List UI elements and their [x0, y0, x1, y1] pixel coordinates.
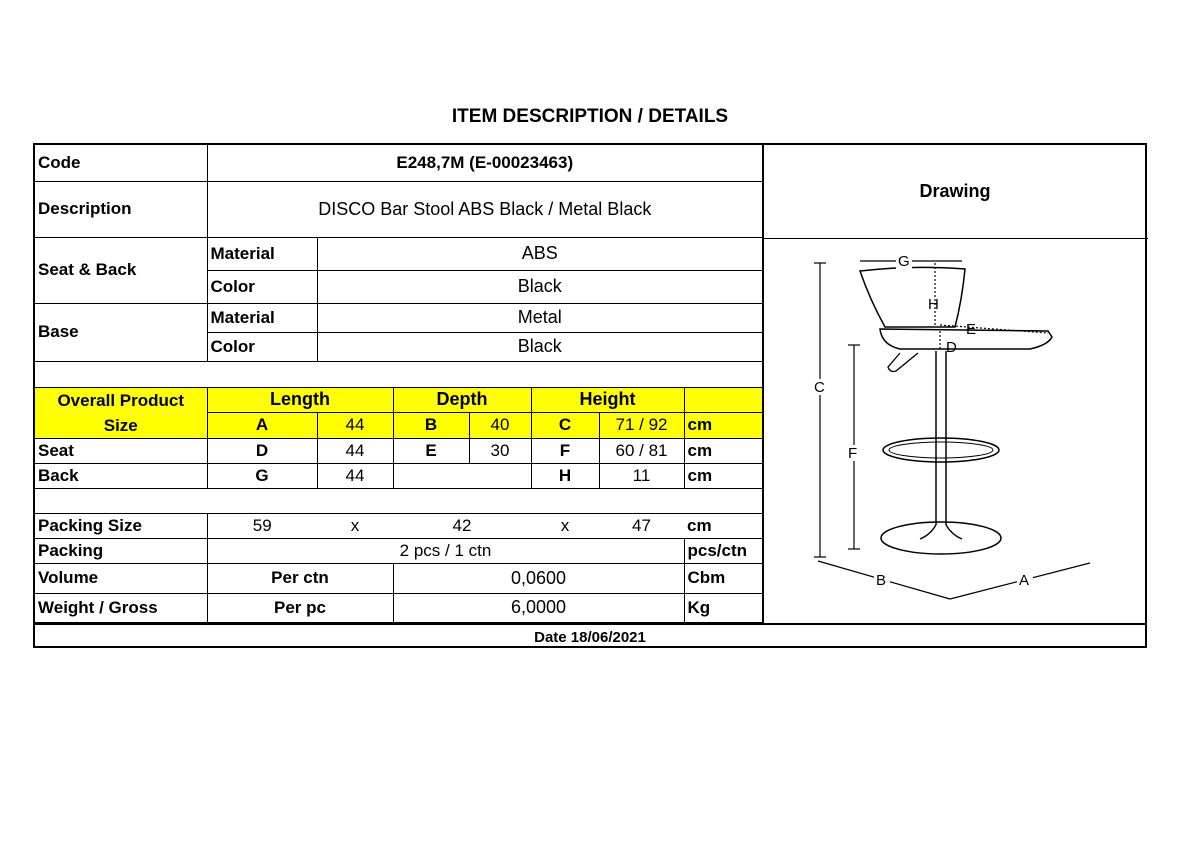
- code-label: Code: [35, 145, 207, 181]
- volume-unit: Cbm: [684, 563, 762, 593]
- backrest-shape: [860, 267, 965, 327]
- volume-row: [35, 563, 762, 593]
- back-label: Back: [35, 463, 207, 488]
- dim-e-value: 30: [469, 438, 531, 463]
- dim-d-letter: D: [207, 438, 317, 463]
- packing-size-width: 42: [393, 513, 531, 538]
- drawing-label-b: B: [876, 572, 887, 589]
- drawing-label-g: G: [898, 253, 910, 270]
- packing-size-unit: cm: [684, 513, 762, 538]
- spacer-row-2: [35, 488, 762, 513]
- dim-h-value: 11: [599, 463, 684, 488]
- packing-size-row: [35, 513, 762, 538]
- base-material-label: Material: [207, 303, 317, 332]
- weight-value: 6,0000: [393, 593, 684, 622]
- dim-b-letter: B: [393, 413, 469, 439]
- dim-g-value: 44: [317, 463, 393, 488]
- code-value: E248,7M (E-00023463): [207, 145, 762, 181]
- weight-unit: Kg: [684, 593, 762, 622]
- overall-size-label: [35, 387, 207, 438]
- back-row: [35, 463, 762, 488]
- dim-b-value: 40: [469, 413, 531, 439]
- drawing-label-e: E: [966, 321, 977, 338]
- dim-f-letter: F: [531, 438, 599, 463]
- drawing-header: Drawing: [919, 181, 991, 201]
- description-row: [35, 181, 762, 237]
- seat-back-material-value: ABS: [317, 237, 762, 270]
- packing-size-x1: x: [317, 513, 393, 538]
- description-value: DISCO Bar Stool ABS Black / Metal Black: [207, 181, 762, 237]
- details-table: [35, 145, 762, 623]
- description-label: Description: [35, 181, 207, 237]
- base-shape: [881, 522, 1001, 554]
- packing-size-label: Packing Size: [35, 513, 207, 538]
- seat-label: Seat: [35, 438, 207, 463]
- code-row: [35, 145, 762, 181]
- overall-unit: cm: [684, 413, 762, 439]
- seat-back-color-value: Black: [317, 270, 762, 303]
- drawing-header-divider: [762, 238, 1148, 239]
- length-header: Length: [207, 387, 393, 413]
- base-material-row: [35, 303, 762, 332]
- dim-e-letter: E: [393, 438, 469, 463]
- weight-per: Per pc: [207, 593, 393, 622]
- seat-back-label: Seat & Back: [35, 237, 207, 303]
- packing-size-length: 59: [207, 513, 317, 538]
- seat-back-material-label: Material: [207, 237, 317, 270]
- packing-label: Packing: [35, 538, 207, 563]
- packing-size-height: 47: [599, 513, 684, 538]
- overall-size-label-line2: Size: [103, 415, 138, 435]
- height-header: Height: [531, 387, 684, 413]
- volume-value: 0,0600: [393, 563, 684, 593]
- seat-back-color-label: Color: [207, 270, 317, 303]
- dim-a-value: 44: [317, 413, 393, 439]
- bar-stool-drawing: [790, 245, 1100, 605]
- drawing-label-h: H: [928, 296, 939, 313]
- packing-unit: pcs/ctn: [684, 538, 762, 563]
- seat-back-material-row: [35, 237, 762, 270]
- drawing-label-d: D: [946, 339, 957, 356]
- drawing-label-a: A: [1019, 572, 1030, 589]
- overall-header-row: [35, 387, 762, 413]
- page-title: ITEM DESCRIPTION / DETAILS: [451, 106, 729, 127]
- dim-a-letter: A: [207, 413, 317, 439]
- volume-per: Per ctn: [207, 563, 393, 593]
- drawing-label-c: C: [814, 379, 825, 396]
- weight-row: [35, 593, 762, 622]
- back-unit: cm: [684, 463, 762, 488]
- packing-size-x2: x: [531, 513, 599, 538]
- overall-size-label-line1: Overall Product: [57, 390, 185, 410]
- dim-h-letter: H: [531, 463, 599, 488]
- seat-row: [35, 438, 762, 463]
- base-label: Base: [35, 303, 207, 361]
- spacer-row: [35, 361, 762, 387]
- dim-c-letter: C: [531, 413, 599, 439]
- base-color-label: Color: [207, 332, 317, 361]
- base-material-value: Metal: [317, 303, 762, 332]
- seat-unit: cm: [684, 438, 762, 463]
- base-color-value: Black: [317, 332, 762, 361]
- packing-value: 2 pcs / 1 ctn: [207, 538, 684, 563]
- volume-label: Volume: [35, 563, 207, 593]
- depth-header: Depth: [393, 387, 531, 413]
- dim-f-value: 60 / 81: [599, 438, 684, 463]
- date-footer: Date 18/06/2021: [35, 623, 1145, 650]
- weight-label: Weight / Gross: [35, 593, 207, 622]
- dim-d-value: 44: [317, 438, 393, 463]
- dim-g-letter: G: [207, 463, 317, 488]
- lever-shape: [888, 353, 918, 372]
- drawing-label-f: F: [848, 445, 858, 462]
- packing-row: [35, 538, 762, 563]
- dim-c-value: 71 / 92: [599, 413, 684, 439]
